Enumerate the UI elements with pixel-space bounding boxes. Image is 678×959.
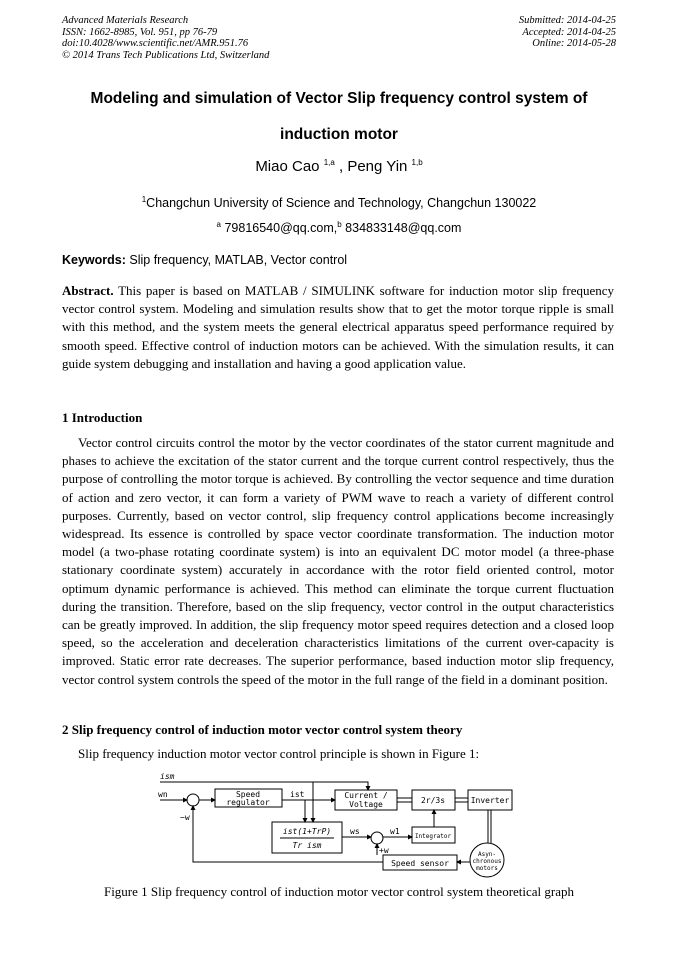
author-1: Miao Cao bbox=[255, 158, 324, 175]
label-ws: ws bbox=[350, 827, 360, 836]
email-b: 834833148@qq.com bbox=[341, 221, 462, 236]
motor-l3: motors bbox=[476, 865, 498, 872]
motor-l1: Asyn- bbox=[477, 851, 497, 858]
email-a-sup: a bbox=[216, 220, 221, 229]
label-ist: ist bbox=[290, 790, 305, 799]
keywords-label: Keywords: bbox=[62, 253, 126, 267]
figure-caption: Figure 1 Slip frequency control of induction motor vector control system theoretical graph bbox=[103, 884, 575, 899]
summing-junction-1 bbox=[187, 794, 199, 806]
label-ism: ism bbox=[160, 772, 175, 781]
keywords bbox=[62, 251, 614, 269]
title-line-2: induction motor bbox=[280, 126, 398, 143]
section-2-text: Slip frequency induction motor vector control principle is shown in Figure 1: bbox=[78, 746, 480, 761]
affiliation bbox=[40, 195, 638, 210]
abstract-text: This paper is based on MATLAB / SIMULINK software for induction motor slip frequency vector control system. Modeling and simulation results show that to get the motor torque ripple is small with this method, and the system meets the general electrical apparatus speed performance required by smooth speed. Effective control of induction motors can be achieved. With the simulation results, it can guide system debugging and installation and having a good application value. bbox=[62, 283, 614, 371]
abstract bbox=[62, 282, 614, 373]
keywords-text: Slip frequency, MATLAB, Vector control bbox=[125, 253, 348, 267]
journal-name: Advanced Materials Research bbox=[62, 15, 189, 26]
doi: doi:10.4028/www.scientific.net/AMR.951.76 bbox=[62, 38, 249, 49]
aff-text: Changchun University of Science and Technology, Changchun 130022 bbox=[146, 196, 537, 211]
accepted-date: Accepted: 2014-04-25 bbox=[522, 26, 616, 38]
label-w1: w1 bbox=[390, 827, 400, 836]
section-1-text: Vector control circuits control the motor by the vector coordinates of the stator current magnitude and phases to achieve the excitation of the stator current and the torque current control respectively, thus the purpose of controlling the motor torque is achieved. By controlling the vector sequence and time duration of action and zero vector, it can form a variety of PWM wave to reach a variety of different control purposes. Currently, based on vector control, slip frequency control applications become increasingly widespread. Its essence is controlled by space vector coordinate transformation. The induction motor model (a two-phase rotating coordinate system) is into an equivalent DC motor model (a three-phase stationary coordinate system) accurately in accordance with the rotor field oriented control, motor optimum dynamic performance is achieved. This method can eliminate the torque current fluctuation during the transition. Therefore, based on the slip frequency, vector control in the output characteristics can be greatly improved. In addition, the slip frequency motor speed requires detection and a closed loop speed, so the acceleration and deceleration characteristics limitations of the current over-capacity is improved. Static error rate decreases. The superior performance, based induction motor slip frequency, vector control system controls the speed of the motor in the full range of the field in a dominant position. bbox=[62, 435, 614, 687]
online-date: Online: 2014-05-28 bbox=[532, 38, 616, 49]
email-b-sup: b bbox=[337, 220, 342, 229]
abstract-label: Abstract. bbox=[62, 283, 114, 298]
section-1-heading: 1 Introduction bbox=[62, 410, 143, 425]
label-minus-w: −w bbox=[180, 813, 190, 822]
author-2: Peng Yin bbox=[347, 158, 412, 175]
integrator-label: Integrator bbox=[414, 833, 452, 840]
cv-l2: Voltage bbox=[349, 800, 383, 809]
label-wn: wn bbox=[158, 790, 168, 799]
issn: ISSN: 1662-8985, Vol. 951, pp 76-79 bbox=[62, 26, 218, 38]
motor-l2: chronous bbox=[472, 858, 502, 865]
dates bbox=[519, 15, 616, 50]
submitted-date: Submitted: 2014-04-25 bbox=[518, 15, 616, 26]
cv-l1: Current / bbox=[344, 791, 388, 800]
author-2-sup: 1,b bbox=[411, 158, 423, 167]
email-a: 79816540@qq.com, bbox=[221, 221, 338, 236]
trans-label: 2r/3s bbox=[420, 796, 446, 805]
formula-denominator: Tr ism bbox=[292, 841, 322, 850]
label-plus-w: +w bbox=[379, 846, 389, 855]
aff-sup: 1 bbox=[141, 195, 147, 204]
emails bbox=[40, 220, 638, 235]
block-diagram bbox=[150, 760, 530, 880]
author-1-sup: 1,a bbox=[323, 158, 335, 167]
formula-numerator: ist(1+TrP) bbox=[282, 827, 332, 836]
speed-sensor-label: Speed sensor bbox=[391, 859, 449, 868]
author-sep: , bbox=[334, 158, 348, 175]
speed-reg-l2: regulator bbox=[226, 798, 270, 807]
title-line-1: Modeling and simulation of Vector Slip frequency control system of bbox=[90, 90, 588, 107]
inverter-label: Inverter bbox=[470, 796, 510, 805]
authors bbox=[40, 158, 638, 175]
summing-junction-2 bbox=[371, 832, 383, 844]
speed-reg-l1: Speed bbox=[235, 790, 261, 799]
section-2-heading: 2 Slip frequency control of induction motor vector control system theory bbox=[62, 722, 463, 737]
journal-info bbox=[62, 15, 269, 61]
copyright: © 2014 Trans Tech Publications Ltd, Switzerland bbox=[62, 49, 270, 61]
